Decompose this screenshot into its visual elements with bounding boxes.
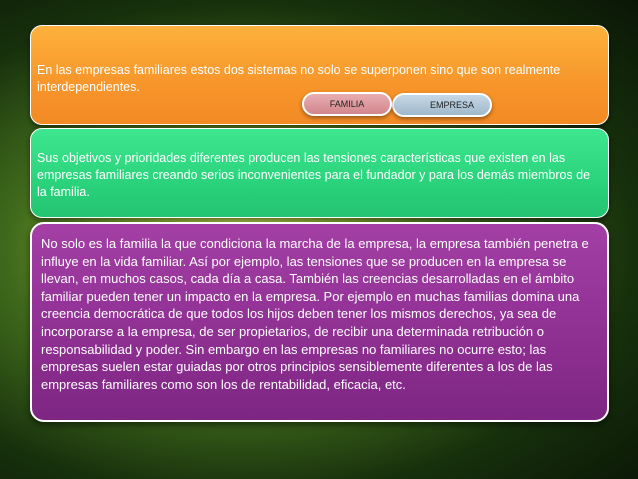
- influence-text: No solo es la familia la que condiciona la marcha de la empresa, la empresa también penetra e influye en la vida familiar. Así por ejemplo, las tensiones que se producen en la empresa se llevan, en muchos casos, cada día a casa. También las creencias desarrolladas en el ámbito familiar pueden tener un impacto en la empresa. Por ejemplo en muchas familias domina una creencia democrática de que todos los hijos deben tener los mismos derechos, ya sea de incorporarse a la empresa, de ser propietarios, de recibir una determinada retribución o responsabilidad y poder. Sin embargo en las empresas no familiares no ocurre esto; las empresas suelen estar guiadas por otros principios sensiblemente diferentes a los de las empresas familiares como son los de rentabilidad, eficacia, etc.: [41, 236, 589, 392]
- empresa-pill: [392, 93, 492, 117]
- tensions-text-box: [30, 128, 609, 218]
- familia-pill: [302, 92, 392, 116]
- tensions-text: Sus objetivos y prioridades diferentes producen las tensiones características que existen en las empresas familiares creando serios inconvenientes para el fundador y para los demás miembros de la familia.: [37, 151, 591, 199]
- empresa-label: EMPRESA: [429, 100, 474, 110]
- influence-text-box: [30, 222, 609, 422]
- familia-label: FAMILIA: [329, 99, 365, 109]
- interdependence-text: En las empresas familiares estos dos sistemas no solo se superponen sino que son realmente interdependientes.: [37, 63, 561, 94]
